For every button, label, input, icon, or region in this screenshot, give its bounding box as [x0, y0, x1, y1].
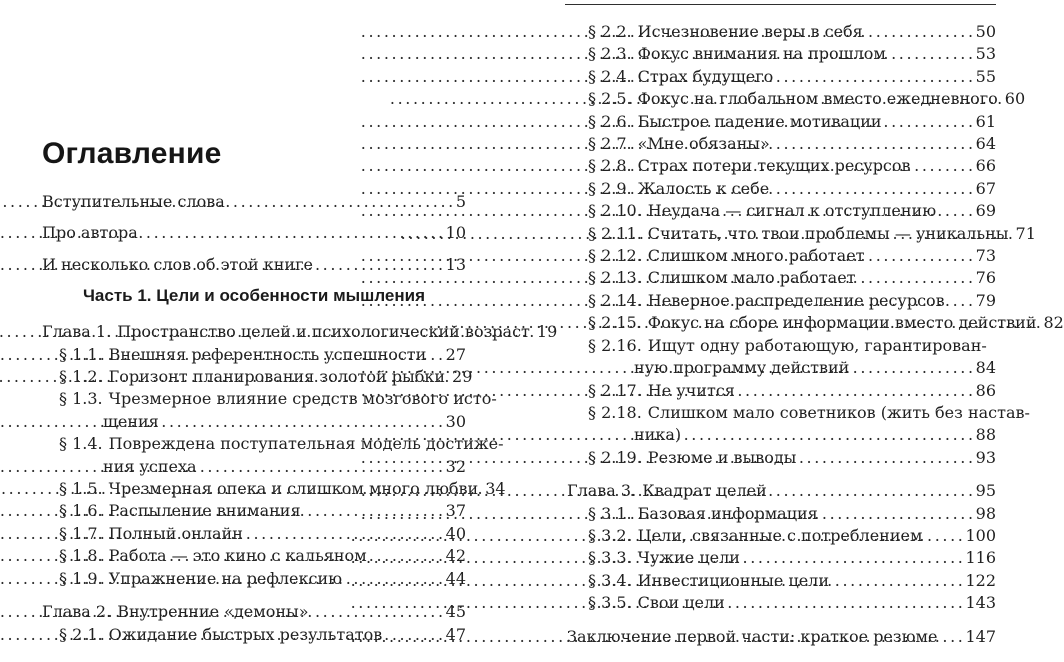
toc-entry-section [567, 547, 996, 569]
dot-leader [774, 66, 975, 88]
entry-title: Внутренние «демоны» [117, 602, 309, 622]
page-number: 93 [975, 447, 996, 467]
dot-leader [830, 570, 965, 592]
entry-title: Чрезмерное влияние средств мозгового исто- [108, 389, 497, 409]
page-number: 67 [975, 178, 996, 198]
dot-leader [726, 592, 966, 614]
page-number: 71 [1015, 223, 1036, 243]
page-number: 73 [975, 246, 996, 266]
entry-title: Слишком много работает [647, 246, 865, 266]
part-heading: Часть 1. Цели и особенности мышления [82, 286, 426, 306]
entry-title: Слишком мало работает [647, 268, 856, 288]
dot-leader [938, 626, 965, 648]
page-number: 69 [975, 201, 996, 221]
dot-leader [768, 480, 976, 502]
dot-leader [857, 267, 976, 289]
dot-leader [771, 133, 976, 155]
entry-title: Пространство целей и психологический возраст [117, 322, 530, 342]
entry-label: § 2.15. [588, 313, 642, 333]
page-number: 30 [445, 411, 466, 431]
entry-title: Жалость к себе [637, 178, 770, 198]
page-number: 53 [975, 44, 996, 64]
page-number: 13 [445, 254, 466, 274]
entry-label: § 2.11. [588, 223, 642, 243]
toc-entry-section [567, 570, 996, 592]
entry-title: Резюме и выводы [647, 447, 797, 467]
dot-leader [797, 447, 975, 469]
entry-title: Горизонт планирования золотой рыбки [108, 367, 446, 387]
entry-label: § 3.3. [588, 548, 632, 568]
entry-title: Фокус внимания на прошлом [637, 44, 886, 64]
entry-title: Страх потери текущих ресурсов [637, 156, 911, 176]
entry-title: Чужие цели [637, 548, 740, 568]
entry-title: Базовая информация [637, 503, 818, 523]
dot-leader [741, 547, 966, 569]
entry-title: Чрезмерная опека и слишком много любви [108, 479, 479, 499]
dot-leader [937, 200, 976, 222]
toc-entry-section [567, 290, 996, 312]
entry-label: § 2.3. [588, 44, 632, 64]
toc-entry-section [567, 111, 996, 133]
entry-title: Квадрат целей [642, 481, 767, 501]
entry-label: § 1.7. [59, 523, 103, 543]
entry-title: Ожидание быстрых результатов [108, 624, 383, 644]
page-number: 10 [445, 223, 466, 243]
entry-label: § 2.13. [588, 268, 642, 288]
dot-leader [923, 525, 965, 547]
page-number: 37 [445, 501, 466, 521]
entry-label: § 2.10. [588, 201, 642, 221]
dot-leader [682, 424, 976, 446]
page-number: 42 [445, 546, 466, 566]
entry-title: Вступительные слова [42, 192, 225, 211]
toc-entry-section [567, 21, 996, 43]
page-number: 32 [445, 456, 466, 476]
entry-label: Глава 1. [42, 322, 112, 342]
entry-label: § 1.3. [59, 389, 103, 409]
entry-label: § 2.12. [588, 246, 642, 266]
page-number: 27 [445, 344, 466, 364]
page-number: 50 [975, 22, 996, 41]
toc-entry-section [567, 155, 996, 177]
dot-leader [850, 357, 975, 379]
entry-title: Фокус на глобальном вместо ежедневного [637, 89, 998, 109]
entry-title: Полный онлайн [108, 523, 243, 543]
entry-label: § 1.5. [59, 479, 103, 499]
page-number: 82 [1043, 313, 1064, 333]
entry-label: Глава 3. [567, 481, 637, 501]
page-number: 84 [975, 358, 996, 378]
entry-title: Заключение первой части: краткое резюме [567, 626, 938, 646]
dot-leader [770, 178, 975, 200]
page-number: 44 [445, 568, 466, 588]
toc-entry-section [567, 402, 1030, 424]
toc-entry-chapter [567, 480, 996, 502]
toc-entry-section [567, 200, 996, 222]
toc-entry-section [567, 525, 996, 547]
toc-entry-section [567, 178, 996, 200]
dot-leader [912, 155, 976, 177]
dot-leader [819, 503, 976, 525]
entry-title: Неверное распределение ресурсов [647, 290, 945, 310]
dot-leader [736, 380, 976, 402]
page-number: 19 [536, 322, 558, 342]
toc-entry-section [567, 223, 1036, 245]
page-number: 60 [1004, 89, 1026, 109]
toc-title: Оглавление [42, 137, 222, 170]
entry-label: § 2.8. [588, 156, 632, 176]
entry-label: § 3.2. [588, 525, 632, 545]
entry-label: § 2.9. [588, 178, 632, 198]
page-number: 29 [452, 367, 473, 387]
page-number: 40 [445, 523, 466, 543]
entry-label: § 2.6. [588, 111, 632, 131]
page-number: 147 [965, 626, 996, 646]
entry-label: § 1.2. [59, 367, 103, 387]
page-number: 100 [965, 525, 996, 545]
page-number: 76 [975, 268, 996, 288]
toc-entry-section [567, 66, 996, 88]
entry-title: «Мне обязаны» [637, 134, 770, 154]
entry-title: Свои цели [637, 593, 725, 613]
entry-title: Работа — это кино с кальяном [108, 546, 367, 566]
dot-leader [883, 111, 976, 133]
entry-title: И несколько слов об этой книге [42, 254, 313, 274]
entry-title: Распыление внимания [108, 501, 301, 521]
entry-title: Не учится [647, 380, 735, 400]
entry-title: Упражнение на рефлексию [108, 568, 343, 588]
entry-title: Фокус на сборе информации вместо действий [647, 313, 1037, 333]
entry-label: § 1.9. [59, 568, 103, 588]
dot-leader [139, 222, 446, 244]
entry-title: Слишком мало советников (жить без настав- [647, 402, 1030, 422]
toc-entry-chapter [42, 321, 558, 343]
page-number: 55 [975, 66, 996, 86]
entry-label: § 2.7. [588, 134, 632, 154]
dot-leader [864, 21, 976, 43]
toc-entry-section [567, 447, 996, 469]
entry-title: щения [103, 411, 159, 431]
page-number: 66 [975, 156, 996, 176]
page-number: 143 [965, 593, 996, 613]
page-number: 88 [975, 425, 996, 445]
page-number: 79 [975, 290, 996, 310]
entry-title: ника) [634, 425, 682, 445]
page-number: 116 [965, 548, 996, 568]
toc-entry-section [567, 503, 996, 525]
entry-title: Страх будущего [637, 66, 774, 86]
entry-label: § 2.18. [588, 402, 642, 422]
entry-label: § 2.16. [588, 335, 642, 355]
toc-entry-section [567, 380, 996, 402]
entry-title: Ищут одну работающую, гарантирован- [647, 335, 987, 355]
page-number: 95 [975, 481, 996, 501]
entry-label: § 3.5. [588, 593, 632, 613]
page-number: 34 [485, 479, 506, 499]
dot-leader [866, 245, 976, 267]
toc-entry-section [567, 88, 1026, 110]
dot-leader [887, 43, 976, 65]
entry-title: Исчезновение веры в себя [637, 22, 863, 41]
entry-title: Про автора [42, 223, 138, 243]
dot-leader [946, 290, 976, 312]
page-number: 86 [975, 380, 996, 400]
page-number: 64 [975, 134, 996, 154]
entry-label: § 3.4. [588, 570, 632, 590]
entry-label: § 2.14. [588, 290, 642, 310]
toc-entry-conclusion [567, 626, 996, 648]
toc-entry-section [567, 133, 996, 155]
entry-title: ную программу действий [634, 358, 850, 378]
toc-entry-section [567, 335, 996, 357]
toc-entry-section [567, 267, 996, 289]
page-number: 61 [975, 111, 996, 131]
entry-label: § 2.1. [59, 624, 103, 644]
entry-label: § 2.19. [588, 447, 642, 467]
entry-label: § 1.6. [59, 501, 103, 521]
page-right [567, 0, 1064, 648]
entry-title: Цели, связанные с потреблением [637, 525, 923, 545]
toc-entry-continuation [567, 357, 996, 379]
entry-title: Внешняя референтность успешности [108, 344, 427, 364]
page-number: 122 [965, 570, 996, 590]
entry-title: Считать, что твои проблемы — уникальны [647, 223, 1009, 243]
entry-label: § 2.2. [588, 22, 632, 41]
entry-title: Инвестиционные цели [637, 570, 829, 590]
entry-label: § 2.17. [588, 380, 642, 400]
toc-entry-section [567, 245, 996, 267]
page-number: 98 [975, 503, 996, 523]
entry-title: Неудача — сигнал к отступлению [647, 201, 937, 221]
entry-label: § 1.1. [59, 344, 103, 364]
entry-label: Глава 2. [42, 602, 112, 622]
toc-entry-section [567, 312, 1064, 334]
page-number: 45 [445, 602, 466, 622]
entry-label: § 3.1. [588, 503, 632, 523]
entry-title: ния успеха [103, 456, 197, 476]
entry-label: § 2.5. [588, 89, 632, 109]
entry-label: § 2.4. [588, 66, 632, 86]
toc-entry-continuation [567, 424, 996, 446]
page-number: 47 [445, 624, 466, 644]
entry-title: Повреждена поступательная модель достиже- [108, 434, 504, 454]
entry-label: § 1.8. [59, 546, 103, 566]
toc-entry-section [567, 592, 996, 614]
toc-entry-section [567, 43, 996, 65]
entry-label: § 1.4. [59, 434, 103, 454]
page-number: 5 [455, 192, 466, 211]
entry-title: Быстрое падение мотивации [637, 111, 882, 131]
